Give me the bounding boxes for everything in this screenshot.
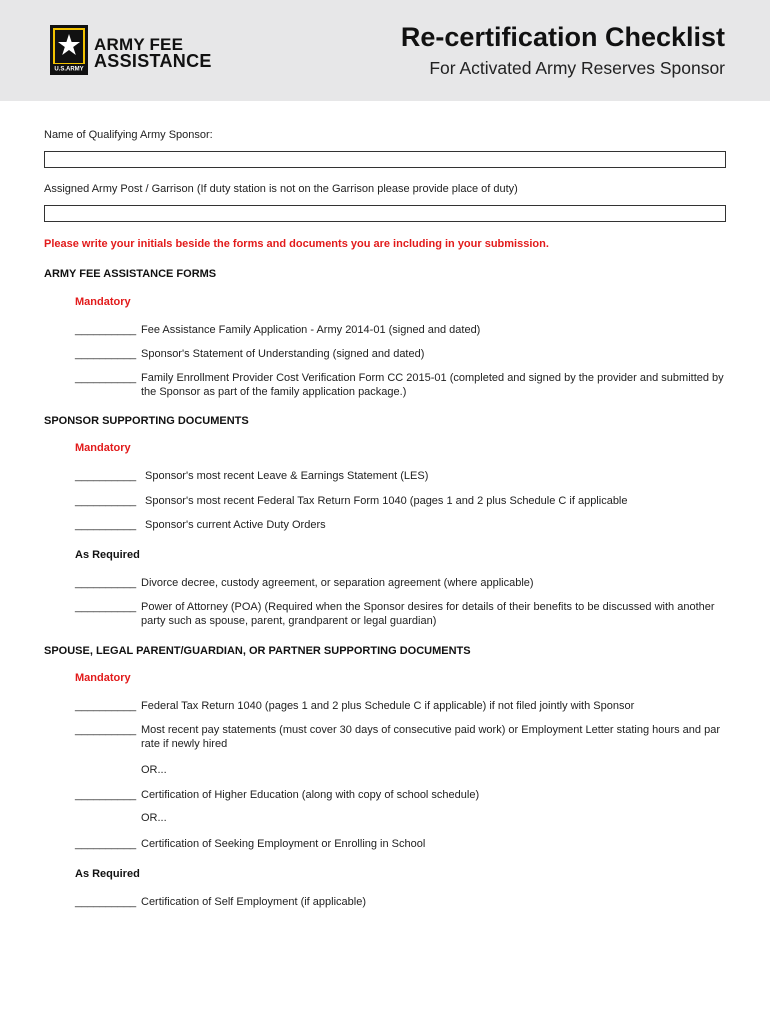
initials-blank[interactable]: __________ bbox=[75, 372, 137, 384]
army-fee-assistance-logo bbox=[50, 25, 212, 75]
or-separator: OR... bbox=[141, 764, 167, 776]
item-text: Sponsor's most recent Federal Tax Return Form 1040 (pages 1 and 2 plus Schedule C if applicable bbox=[145, 495, 628, 507]
sponsor-as-required-label: As Required bbox=[75, 549, 140, 561]
forms-mandatory-label: Mandatory bbox=[75, 296, 131, 308]
item-text: Sponsor's Statement of Understanding (signed and dated) bbox=[141, 348, 425, 360]
page-title: Re-certification Checklist bbox=[400, 22, 725, 52]
item-text: Fee Assistance Family Application - Army 2014-01 (signed and dated) bbox=[141, 324, 481, 336]
item-text: Family Enrollment Provider Cost Verification Form CC 2015-01 (completed and signed by the provider and submitted by the Sponsor as part of the family application package.) bbox=[141, 372, 724, 398]
item-text: Power of Attorney (POA) (Required when the Sponsor desires for details of their benefits to be discussed with another party such as spouse, parent, grandparent or legal guardian) bbox=[141, 601, 715, 627]
checklist-item[interactable] bbox=[75, 323, 725, 337]
initials-blank[interactable]: __________ bbox=[75, 838, 137, 850]
checklist-item[interactable] bbox=[75, 895, 725, 909]
checklist-item[interactable] bbox=[75, 576, 725, 590]
checklist-item[interactable] bbox=[75, 494, 725, 508]
checklist-item[interactable] bbox=[75, 518, 725, 532]
sponsor-name-field[interactable] bbox=[44, 151, 726, 168]
item-text: Most recent pay statements (must cover 30 days of consecutive paid work) or Employment Letter stating hours and par rate if newly hired bbox=[141, 724, 720, 750]
checklist-item[interactable] bbox=[75, 371, 725, 399]
header-banner bbox=[0, 0, 770, 101]
section-title-spouse: SPOUSE, LEGAL PARENT/GUARDIAN, OR PARTNER SUPPORTING DOCUMENTS bbox=[44, 645, 471, 657]
sponsor-mandatory-label: Mandatory bbox=[75, 442, 131, 454]
item-text: Certification of Seeking Employment or Enrolling in School bbox=[141, 838, 426, 850]
initials-blank[interactable]: __________ bbox=[75, 324, 137, 336]
item-text: Federal Tax Return 1040 (pages 1 and 2 plus Schedule C if applicable) if not filed jointly with Sponsor bbox=[141, 700, 635, 712]
initials-instruction: Please write your initials beside the forms and documents you are including in your submission. bbox=[44, 238, 549, 250]
item-text: Divorce decree, custody agreement, or separation agreement (where applicable) bbox=[141, 577, 534, 589]
logo-line2: ASSISTANCE bbox=[94, 51, 212, 71]
or-separator: OR... bbox=[141, 812, 167, 824]
initials-blank[interactable]: __________ bbox=[75, 470, 137, 482]
checklist-item[interactable] bbox=[75, 699, 725, 713]
checklist-item[interactable] bbox=[75, 347, 725, 361]
logo-badge-text: U.S.ARMY bbox=[54, 66, 84, 73]
spouse-as-required-label: As Required bbox=[75, 868, 140, 880]
sponsor-name-label: Name of Qualifying Army Sponsor: bbox=[44, 129, 213, 141]
initials-blank[interactable]: __________ bbox=[75, 519, 137, 531]
army-post-label: Assigned Army Post / Garrison (If duty station is not on the Garrison please provide place of duty) bbox=[44, 183, 518, 195]
item-text: Sponsor's most recent Leave & Earnings Statement (LES) bbox=[145, 470, 429, 482]
initials-blank[interactable]: __________ bbox=[75, 789, 137, 801]
army-star-icon bbox=[50, 25, 88, 75]
item-text: Sponsor's current Active Duty Orders bbox=[145, 519, 326, 531]
initials-blank[interactable]: __________ bbox=[75, 724, 137, 736]
logo-line1: ARMY FEE bbox=[94, 35, 184, 54]
checklist-item[interactable] bbox=[75, 469, 725, 483]
initials-blank[interactable]: __________ bbox=[75, 495, 137, 507]
item-text: Certification of Self Employment (if applicable) bbox=[141, 896, 366, 908]
initials-blank[interactable]: __________ bbox=[75, 896, 137, 908]
army-post-field[interactable] bbox=[44, 205, 726, 222]
initials-blank[interactable]: __________ bbox=[75, 700, 137, 712]
checklist-item[interactable] bbox=[75, 600, 725, 628]
item-text: Certification of Higher Education (along with copy of school schedule) bbox=[141, 789, 480, 801]
initials-blank[interactable]: __________ bbox=[75, 577, 137, 589]
page-subtitle: For Activated Army Reserves Sponsor bbox=[429, 58, 725, 78]
checklist-item[interactable] bbox=[75, 837, 725, 851]
section-title-sponsor: SPONSOR SUPPORTING DOCUMENTS bbox=[44, 415, 249, 427]
spouse-mandatory-label: Mandatory bbox=[75, 672, 131, 684]
checklist-item[interactable] bbox=[75, 788, 725, 802]
checklist-item[interactable] bbox=[75, 723, 725, 751]
initials-blank[interactable]: __________ bbox=[75, 348, 137, 360]
section-title-forms: ARMY FEE ASSISTANCE FORMS bbox=[44, 268, 217, 280]
initials-blank[interactable]: __________ bbox=[75, 601, 137, 613]
